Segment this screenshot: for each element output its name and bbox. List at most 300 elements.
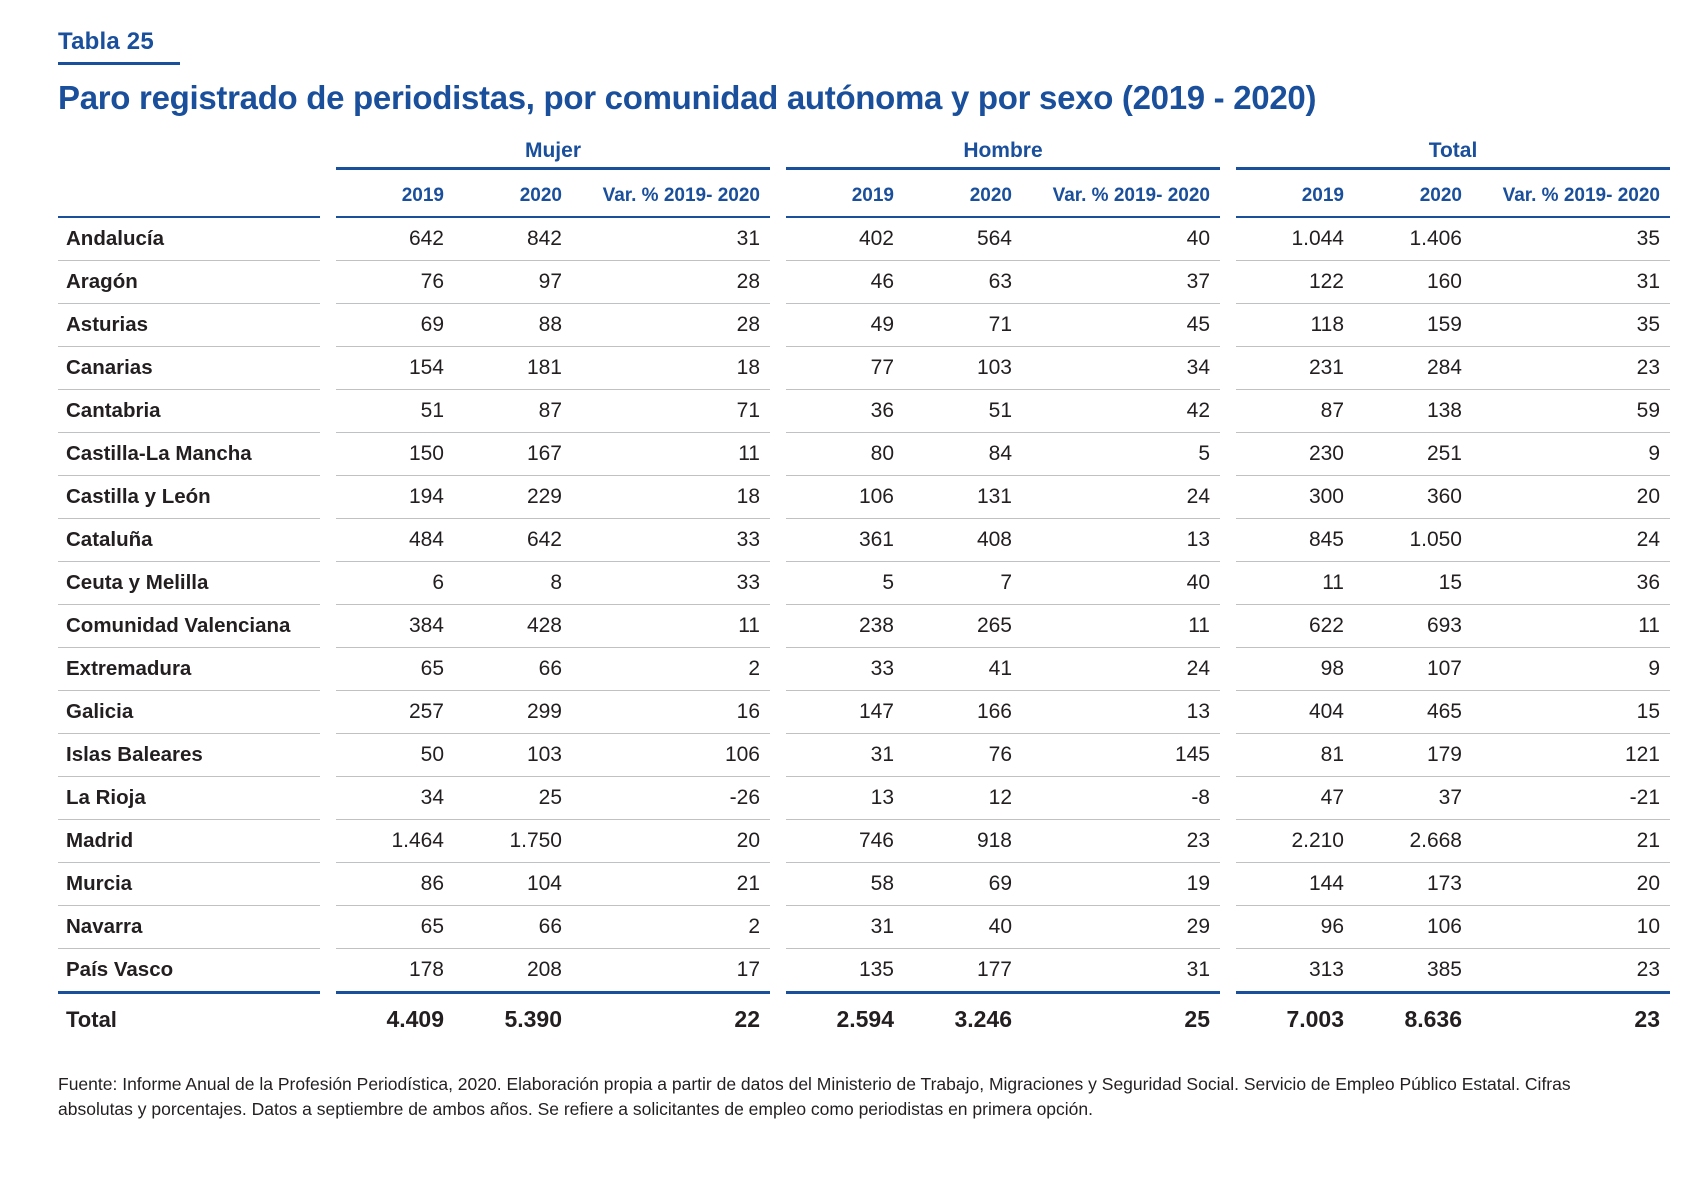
cell-mujer-2020: 25 bbox=[454, 777, 572, 820]
cell-mujer-var: 17 bbox=[572, 949, 770, 993]
table-row bbox=[58, 433, 1670, 476]
column-header-hombre-var: Var. % 2019- 2020 bbox=[1022, 176, 1220, 217]
total-cell-hombre-2020: 3.246 bbox=[954, 1006, 1012, 1032]
table-row bbox=[58, 906, 1670, 949]
cell-total-2019: 300 bbox=[1236, 476, 1354, 519]
gap-cell bbox=[320, 433, 336, 476]
gap-cell bbox=[1220, 304, 1236, 347]
gap-cell bbox=[1220, 476, 1236, 519]
gap-cell bbox=[320, 261, 336, 304]
cell-total-2019: 1.044 bbox=[1236, 217, 1354, 261]
cell-mujer-var: 11 bbox=[572, 605, 770, 648]
cell-total-2020: 693 bbox=[1354, 605, 1472, 648]
cell-hombre-2020: 177 bbox=[904, 949, 1022, 993]
cell-hombre-2020: 76 bbox=[904, 734, 1022, 777]
unemployment-table bbox=[58, 139, 1670, 1042]
region-name-cell: País Vasco bbox=[58, 949, 320, 993]
gap-cell bbox=[320, 691, 336, 734]
cell-total-var: 10 bbox=[1472, 906, 1670, 949]
region-name-cell: Canarias bbox=[58, 347, 320, 390]
gap-cell bbox=[1220, 820, 1236, 863]
corner-cell bbox=[58, 139, 320, 176]
cell-mujer-var: 71 bbox=[572, 390, 770, 433]
cell-total-var: 24 bbox=[1472, 519, 1670, 562]
cell-total-var: 9 bbox=[1472, 433, 1670, 476]
gap-cell bbox=[1220, 261, 1236, 304]
total-cell-hombre-2019: 2.594 bbox=[836, 1006, 894, 1032]
column-header-row bbox=[58, 176, 1670, 217]
column-header-mujer-2019: 2019 bbox=[336, 176, 454, 217]
gap-cell bbox=[770, 562, 786, 605]
gap-cell bbox=[320, 176, 336, 217]
source-note: Fuente: Informe Anual de la Profesión Periodística, 2020. Elaboración propia a partir de datos del Ministerio de Trabajo, Migraciones y Seguridad Social. Servicio de Empleo Público Estatal. Cifras absolutas y porcentajes. Datos a septiembre de ambos años. Se refiere a solicitantes de empleo como periodistas en primera opción. bbox=[58, 1074, 1571, 1120]
cell-hombre-var: 11 bbox=[1022, 605, 1220, 648]
gap-cell bbox=[1220, 993, 1236, 1043]
cell-mujer-2019: 1.464 bbox=[336, 820, 454, 863]
cell-total-var: 59 bbox=[1472, 390, 1670, 433]
total-cell-mujer-2020: 5.390 bbox=[504, 1006, 562, 1032]
gap-cell bbox=[320, 390, 336, 433]
region-name-cell: Cataluña bbox=[58, 519, 320, 562]
gap-cell bbox=[1220, 139, 1236, 176]
gap-cell bbox=[320, 217, 336, 261]
gap-cell bbox=[1220, 176, 1236, 217]
cell-mujer-2019: 178 bbox=[336, 949, 454, 993]
table-row bbox=[58, 734, 1670, 777]
column-header-total-2019: 2019 bbox=[1236, 176, 1354, 217]
cell-hombre-2020: 63 bbox=[904, 261, 1022, 304]
cell-mujer-var: 33 bbox=[572, 562, 770, 605]
cell-mujer-2020: 66 bbox=[454, 906, 572, 949]
gap-cell bbox=[1220, 519, 1236, 562]
cell-hombre-2020: 12 bbox=[904, 777, 1022, 820]
table-row bbox=[58, 519, 1670, 562]
cell-mujer-2020: 87 bbox=[454, 390, 572, 433]
cell-mujer-2019: 65 bbox=[336, 648, 454, 691]
gap-cell bbox=[320, 562, 336, 605]
cell-hombre-var: 40 bbox=[1022, 217, 1220, 261]
group-header-hombre-label: Hombre bbox=[963, 139, 1043, 162]
gap-cell bbox=[770, 906, 786, 949]
cell-total-var: 35 bbox=[1472, 217, 1670, 261]
column-header-hombre-2020: 2020 bbox=[904, 176, 1022, 217]
gap-cell bbox=[320, 347, 336, 390]
cell-hombre-var: 42 bbox=[1022, 390, 1220, 433]
region-name-cell: Aragón bbox=[58, 261, 320, 304]
cell-total-var: 21 bbox=[1472, 820, 1670, 863]
group-header-mujer bbox=[336, 139, 770, 176]
cell-mujer-2020: 97 bbox=[454, 261, 572, 304]
cell-mujer-2019: 194 bbox=[336, 476, 454, 519]
cell-hombre-var: 13 bbox=[1022, 691, 1220, 734]
cell-hombre-var: 5 bbox=[1022, 433, 1220, 476]
gap-cell bbox=[320, 993, 336, 1043]
cell-hombre-2020: 166 bbox=[904, 691, 1022, 734]
gap-cell bbox=[770, 139, 786, 176]
gap-cell bbox=[770, 605, 786, 648]
region-name-cell: Asturias bbox=[58, 304, 320, 347]
page-title: Paro registrado de periodistas, por comunidad autónoma y por sexo (2019 - 2020) bbox=[58, 79, 1317, 116]
gap-cell bbox=[320, 777, 336, 820]
cell-mujer-2020: 167 bbox=[454, 433, 572, 476]
gap-cell bbox=[320, 734, 336, 777]
cell-total-2019: 231 bbox=[1236, 347, 1354, 390]
cell-hombre-2019: 746 bbox=[786, 820, 904, 863]
gap-cell bbox=[1220, 691, 1236, 734]
total-cell-total-var: 23 bbox=[1634, 1006, 1660, 1032]
group-header-total-rule bbox=[1236, 167, 1670, 170]
gap-cell bbox=[1220, 777, 1236, 820]
group-header-total-label: Total bbox=[1428, 139, 1478, 162]
cell-hombre-2020: 51 bbox=[904, 390, 1022, 433]
gap-cell bbox=[770, 820, 786, 863]
group-header-mujer-rule bbox=[336, 167, 770, 170]
cell-mujer-2019: 65 bbox=[336, 906, 454, 949]
gap-cell bbox=[770, 433, 786, 476]
table-body bbox=[58, 217, 1670, 1042]
cell-mujer-2019: 484 bbox=[336, 519, 454, 562]
gap-cell bbox=[1220, 562, 1236, 605]
column-header-total-2020: 2020 bbox=[1354, 176, 1472, 217]
total-cell-total-2020: 8.636 bbox=[1404, 1006, 1462, 1032]
table-row bbox=[58, 217, 1670, 261]
cell-total-var: 23 bbox=[1472, 347, 1670, 390]
total-cell-hombre-var: 25 bbox=[1184, 1006, 1210, 1032]
column-header-mujer-var: Var. % 2019- 2020 bbox=[572, 176, 770, 217]
cell-total-2020: 15 bbox=[1354, 562, 1472, 605]
gap-cell bbox=[770, 217, 786, 261]
cell-hombre-2019: 361 bbox=[786, 519, 904, 562]
gap-cell bbox=[1220, 949, 1236, 993]
region-name-cell: Andalucía bbox=[58, 217, 320, 261]
column-header-total-var: Var. % 2019- 2020 bbox=[1472, 176, 1670, 217]
cell-total-2019: 144 bbox=[1236, 863, 1354, 906]
table-row bbox=[58, 605, 1670, 648]
region-name-cell: Extremadura bbox=[58, 648, 320, 691]
gap-cell bbox=[1220, 217, 1236, 261]
cell-mujer-2020: 66 bbox=[454, 648, 572, 691]
region-name-cell: Ceuta y Melilla bbox=[58, 562, 320, 605]
table-row bbox=[58, 863, 1670, 906]
cell-mujer-var: 28 bbox=[572, 304, 770, 347]
region-name-cell: Madrid bbox=[58, 820, 320, 863]
cell-hombre-var: 145 bbox=[1022, 734, 1220, 777]
column-header-region bbox=[58, 176, 320, 217]
cell-hombre-var: 13 bbox=[1022, 519, 1220, 562]
gap-cell bbox=[320, 906, 336, 949]
cell-mujer-2019: 154 bbox=[336, 347, 454, 390]
cell-hombre-2019: 402 bbox=[786, 217, 904, 261]
cell-total-2019: 81 bbox=[1236, 734, 1354, 777]
gap-cell bbox=[320, 605, 336, 648]
cell-mujer-2020: 181 bbox=[454, 347, 572, 390]
total-cell-mujer-var: 22 bbox=[734, 1006, 760, 1032]
cell-hombre-2019: 36 bbox=[786, 390, 904, 433]
gap-cell bbox=[1220, 433, 1236, 476]
cell-total-var: 15 bbox=[1472, 691, 1670, 734]
total-label-cell: Total bbox=[66, 1006, 117, 1032]
cell-hombre-var: 29 bbox=[1022, 906, 1220, 949]
cell-hombre-var: 37 bbox=[1022, 261, 1220, 304]
region-name-cell: Islas Baleares bbox=[58, 734, 320, 777]
cell-hombre-2020: 131 bbox=[904, 476, 1022, 519]
cell-hombre-2020: 564 bbox=[904, 217, 1022, 261]
column-header-hombre-2019: 2019 bbox=[786, 176, 904, 217]
cell-mujer-2020: 428 bbox=[454, 605, 572, 648]
gap-cell bbox=[320, 139, 336, 176]
cell-mujer-2019: 34 bbox=[336, 777, 454, 820]
cell-mujer-var: 2 bbox=[572, 906, 770, 949]
cell-mujer-2019: 257 bbox=[336, 691, 454, 734]
table-row bbox=[58, 261, 1670, 304]
cell-total-2020: 1.406 bbox=[1354, 217, 1472, 261]
cell-hombre-2019: 135 bbox=[786, 949, 904, 993]
cell-total-2020: 106 bbox=[1354, 906, 1472, 949]
table-row bbox=[58, 347, 1670, 390]
cell-total-2019: 404 bbox=[1236, 691, 1354, 734]
gap-cell bbox=[770, 261, 786, 304]
cell-hombre-2019: 31 bbox=[786, 734, 904, 777]
cell-hombre-2020: 918 bbox=[904, 820, 1022, 863]
cell-mujer-2020: 8 bbox=[454, 562, 572, 605]
region-name-cell: Comunidad Valenciana bbox=[58, 605, 320, 648]
region-name-cell: Galicia bbox=[58, 691, 320, 734]
gap-cell bbox=[770, 777, 786, 820]
table-row bbox=[58, 476, 1670, 519]
cell-mujer-var: 21 bbox=[572, 863, 770, 906]
cell-total-var: 35 bbox=[1472, 304, 1670, 347]
cell-hombre-2019: 106 bbox=[786, 476, 904, 519]
group-header-row bbox=[58, 139, 1670, 176]
cell-total-2020: 160 bbox=[1354, 261, 1472, 304]
region-name-cell: Castilla y León bbox=[58, 476, 320, 519]
cell-hombre-2020: 103 bbox=[904, 347, 1022, 390]
cell-hombre-2019: 31 bbox=[786, 906, 904, 949]
cell-mujer-2019: 150 bbox=[336, 433, 454, 476]
group-header-mujer-label: Mujer bbox=[524, 139, 581, 162]
gap-cell bbox=[320, 648, 336, 691]
cell-hombre-2020: 7 bbox=[904, 562, 1022, 605]
cell-mujer-var: -26 bbox=[572, 777, 770, 820]
cell-total-var: 31 bbox=[1472, 261, 1670, 304]
cell-mujer-var: 2 bbox=[572, 648, 770, 691]
gap-cell bbox=[770, 648, 786, 691]
cell-hombre-2019: 5 bbox=[786, 562, 904, 605]
cell-hombre-2020: 265 bbox=[904, 605, 1022, 648]
gap-cell bbox=[320, 476, 336, 519]
table-total-row bbox=[58, 993, 1670, 1043]
cell-mujer-var: 20 bbox=[572, 820, 770, 863]
cell-mujer-2020: 1.750 bbox=[454, 820, 572, 863]
gap-cell bbox=[1220, 605, 1236, 648]
cell-mujer-var: 18 bbox=[572, 476, 770, 519]
gap-cell bbox=[770, 347, 786, 390]
gap-cell bbox=[770, 176, 786, 217]
cell-hombre-var: 24 bbox=[1022, 648, 1220, 691]
region-name-cell: Cantabria bbox=[58, 390, 320, 433]
gap-cell bbox=[770, 993, 786, 1043]
cell-hombre-var: 31 bbox=[1022, 949, 1220, 993]
cell-hombre-2020: 69 bbox=[904, 863, 1022, 906]
cell-total-var: -21 bbox=[1472, 777, 1670, 820]
gap-cell bbox=[1220, 390, 1236, 433]
table-row bbox=[58, 691, 1670, 734]
cell-hombre-var: 40 bbox=[1022, 562, 1220, 605]
gap-cell bbox=[770, 691, 786, 734]
cell-hombre-var: 45 bbox=[1022, 304, 1220, 347]
cell-mujer-2020: 299 bbox=[454, 691, 572, 734]
cell-total-2020: 179 bbox=[1354, 734, 1472, 777]
cell-hombre-2019: 77 bbox=[786, 347, 904, 390]
cell-hombre-2019: 33 bbox=[786, 648, 904, 691]
cell-total-2019: 313 bbox=[1236, 949, 1354, 993]
table-row bbox=[58, 949, 1670, 993]
cell-total-2019: 118 bbox=[1236, 304, 1354, 347]
cell-hombre-2019: 13 bbox=[786, 777, 904, 820]
cell-hombre-2019: 80 bbox=[786, 433, 904, 476]
cell-total-2020: 284 bbox=[1354, 347, 1472, 390]
cell-hombre-2019: 58 bbox=[786, 863, 904, 906]
gap-cell bbox=[770, 519, 786, 562]
cell-mujer-2019: 69 bbox=[336, 304, 454, 347]
cell-hombre-var: 34 bbox=[1022, 347, 1220, 390]
cell-mujer-2020: 88 bbox=[454, 304, 572, 347]
cell-hombre-var: 23 bbox=[1022, 820, 1220, 863]
table-row bbox=[58, 562, 1670, 605]
cell-mujer-var: 11 bbox=[572, 433, 770, 476]
cell-hombre-2020: 84 bbox=[904, 433, 1022, 476]
cell-mujer-var: 16 bbox=[572, 691, 770, 734]
cell-hombre-2020: 41 bbox=[904, 648, 1022, 691]
region-name-cell: La Rioja bbox=[58, 777, 320, 820]
cell-hombre-var: 19 bbox=[1022, 863, 1220, 906]
cell-total-var: 121 bbox=[1472, 734, 1670, 777]
cell-total-2019: 122 bbox=[1236, 261, 1354, 304]
cell-mujer-var: 18 bbox=[572, 347, 770, 390]
cell-total-var: 9 bbox=[1472, 648, 1670, 691]
cell-mujer-var: 33 bbox=[572, 519, 770, 562]
cell-mujer-2020: 842 bbox=[454, 217, 572, 261]
cell-mujer-2019: 384 bbox=[336, 605, 454, 648]
cell-hombre-2019: 46 bbox=[786, 261, 904, 304]
cell-total-2019: 2.210 bbox=[1236, 820, 1354, 863]
cell-mujer-2020: 103 bbox=[454, 734, 572, 777]
gap-cell bbox=[320, 519, 336, 562]
cell-total-var: 20 bbox=[1472, 863, 1670, 906]
gap-cell bbox=[1220, 648, 1236, 691]
table-row bbox=[58, 648, 1670, 691]
cell-mujer-2020: 104 bbox=[454, 863, 572, 906]
cell-mujer-var: 106 bbox=[572, 734, 770, 777]
gap-cell bbox=[320, 863, 336, 906]
cell-total-var: 20 bbox=[1472, 476, 1670, 519]
cell-total-2019: 230 bbox=[1236, 433, 1354, 476]
cell-hombre-2020: 71 bbox=[904, 304, 1022, 347]
cell-total-var: 23 bbox=[1472, 949, 1670, 993]
cell-hombre-2019: 49 bbox=[786, 304, 904, 347]
cell-total-var: 11 bbox=[1472, 605, 1670, 648]
cell-mujer-2019: 6 bbox=[336, 562, 454, 605]
gap-cell bbox=[320, 820, 336, 863]
gap-cell bbox=[1220, 347, 1236, 390]
cell-mujer-var: 31 bbox=[572, 217, 770, 261]
cell-total-2020: 159 bbox=[1354, 304, 1472, 347]
cell-total-2020: 1.050 bbox=[1354, 519, 1472, 562]
cell-total-2020: 385 bbox=[1354, 949, 1472, 993]
cell-hombre-var: 24 bbox=[1022, 476, 1220, 519]
group-header-total bbox=[1236, 139, 1670, 176]
gap-cell bbox=[1220, 734, 1236, 777]
cell-total-2020: 173 bbox=[1354, 863, 1472, 906]
gap-cell bbox=[770, 390, 786, 433]
region-name-cell: Castilla-La Mancha bbox=[58, 433, 320, 476]
gap-cell bbox=[1220, 906, 1236, 949]
cell-mujer-2020: 208 bbox=[454, 949, 572, 993]
total-cell-total-2019: 7.003 bbox=[1286, 1006, 1344, 1032]
group-header-hombre bbox=[786, 139, 1220, 176]
cell-mujer-2019: 642 bbox=[336, 217, 454, 261]
table-row bbox=[58, 820, 1670, 863]
cell-mujer-2019: 76 bbox=[336, 261, 454, 304]
region-name-cell: Navarra bbox=[58, 906, 320, 949]
cell-total-2019: 87 bbox=[1236, 390, 1354, 433]
table-label: Tabla 25 bbox=[58, 28, 154, 55]
gap-cell bbox=[320, 949, 336, 993]
table-row bbox=[58, 304, 1670, 347]
cell-hombre-2019: 147 bbox=[786, 691, 904, 734]
cell-hombre-var: -8 bbox=[1022, 777, 1220, 820]
cell-mujer-2019: 86 bbox=[336, 863, 454, 906]
gap-cell bbox=[320, 304, 336, 347]
cell-total-2020: 360 bbox=[1354, 476, 1472, 519]
cell-total-2019: 845 bbox=[1236, 519, 1354, 562]
cell-mujer-var: 28 bbox=[572, 261, 770, 304]
table-head bbox=[58, 139, 1670, 217]
cell-mujer-2019: 50 bbox=[336, 734, 454, 777]
cell-total-2020: 107 bbox=[1354, 648, 1472, 691]
cell-total-2020: 37 bbox=[1354, 777, 1472, 820]
gap-cell bbox=[770, 734, 786, 777]
cell-total-2019: 622 bbox=[1236, 605, 1354, 648]
cell-total-2020: 138 bbox=[1354, 390, 1472, 433]
cell-total-2020: 251 bbox=[1354, 433, 1472, 476]
cell-total-2019: 96 bbox=[1236, 906, 1354, 949]
cell-total-2020: 2.668 bbox=[1354, 820, 1472, 863]
column-header-mujer-2020: 2020 bbox=[454, 176, 572, 217]
cell-mujer-2020: 229 bbox=[454, 476, 572, 519]
cell-mujer-2020: 642 bbox=[454, 519, 572, 562]
gap-cell bbox=[770, 863, 786, 906]
cell-mujer-2019: 51 bbox=[336, 390, 454, 433]
cell-hombre-2020: 40 bbox=[904, 906, 1022, 949]
cell-total-var: 36 bbox=[1472, 562, 1670, 605]
table-row bbox=[58, 777, 1670, 820]
total-cell-mujer-2019: 4.409 bbox=[386, 1006, 444, 1032]
cell-hombre-2019: 238 bbox=[786, 605, 904, 648]
gap-cell bbox=[770, 304, 786, 347]
gap-cell bbox=[770, 476, 786, 519]
cell-hombre-2020: 408 bbox=[904, 519, 1022, 562]
gap-cell bbox=[1220, 863, 1236, 906]
cell-total-2019: 47 bbox=[1236, 777, 1354, 820]
group-header-hombre-rule bbox=[786, 167, 1220, 170]
cell-total-2019: 98 bbox=[1236, 648, 1354, 691]
table-row bbox=[58, 390, 1670, 433]
table-label-underline bbox=[58, 62, 180, 65]
gap-cell bbox=[770, 949, 786, 993]
region-name-cell: Murcia bbox=[58, 863, 320, 906]
cell-total-2020: 465 bbox=[1354, 691, 1472, 734]
